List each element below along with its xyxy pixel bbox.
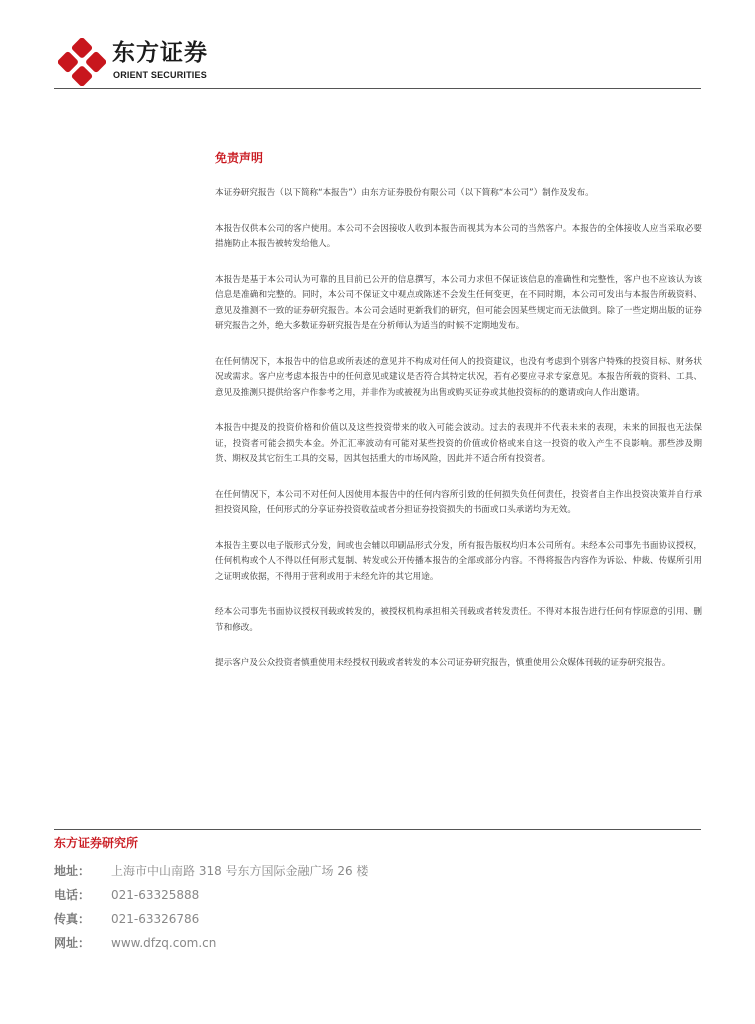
disclaimer-paragraph: 本证券研究报告（以下简称“本报告”）由东方证券股份有限公司（以下简称“本公司”）制作及发布。 [215,188,594,198]
phone-label: 电话： [54,888,91,902]
disclaimer-section [215,150,702,692]
disclaimer-paragraph: 本报告是基于本公司认为可靠的且目前已公开的信息撰写，本公司力求但不保证该信息的准确性和完整性，客户也不应该认为该信息是准确和完整的。同时，本公司不保证文中观点或陈述不会发生任何变更，在不同时期，本公司可发出与本报告所载资料、意见及推测不一致的证券研究报告。本公司会适时更新我们的研究，但可能会因某些规定而无法做到。除了一些定期出版的证券研究报告之外，绝大多数证券研究报告是在分析师认为适当的时候不定期地发布。 [215,274,702,331]
institute-name: 东方证券研究所 [54,836,139,850]
disclaimer-title: 免责声明 [215,151,264,165]
address-row [54,863,368,879]
disclaimer-paragraph: 本报告主要以电子版形式分发，间或也会辅以印刷品形式分发，所有报告版权均归本公司所有。未经本公司事先书面协议授权，任何机构或个人不得以任何形式复制、转发或公开传播本报告的全部或部分内容。不得将报告内容作为诉讼、仲裁、传媒所引用之证明或依据，不得用于营利或用于未经允许的其它用途。 [215,540,702,582]
address-value: 上海市中山南路 318 号东方国际金融广场 26 楼 [111,864,369,878]
disclaimer-paragraph: 在任何情况下，本报告中的信息或所表述的意见并不构成对任何人的投资建议，也没有考虑到个别客户特殊的投资目标、财务状况或需求。客户应考虑本报告中的任何意见或建议是否符合其特定状况，若有必要应寻求专家意见。本报告所载的资料、工具、意见及推测只提供给客户作参考之用，并非作为或被视为出售或购买证券或其他投资标的的邀请或向人作出邀请。 [215,356,702,398]
disclaimer-paragraph: 本报告仅供本公司的客户使用。本公司不会因接收人收到本报告而视其为本公司的当然客户。本报告的全体接收人应当采取必要措施防止本报告被转发给他人。 [215,223,702,249]
fax-value: 021-63326786 [111,912,200,926]
disclaimer-paragraph: 提示客户及公众投资者慎重使用未经授权刊载或者转发的本公司证券研究报告，慎重使用公众媒体刊载的证券研究报告。 [215,658,671,668]
address-label: 地址： [54,864,91,878]
header-divider [54,88,701,89]
phone-value: 021-63325888 [111,888,200,902]
brand-name-en: ORIENT SECURITIES [113,70,207,80]
website-row [54,935,216,951]
website-label: 网址： [54,936,91,950]
website-link[interactable]: www.dfzq.com.cn [111,936,217,950]
orient-securities-logo-icon [58,38,106,86]
disclaimer-paragraph: 经本公司事先书面协议授权刊载或转发的，被授权机构承担相关刊载或者转发责任。不得对本报告进行任何有悖原意的引用、删节和修改。 [215,607,702,633]
brand-name-cn: 东方证券 [112,40,208,66]
phone-row [54,887,199,903]
disclaimer-paragraph: 本报告中提及的投资价格和价值以及这些投资带来的收入可能会波动。过去的表现并不代表未来的表现，未来的回报也无法保证，投资者可能会损失本金。外汇汇率波动有可能对某些投资的价值或价格或来自这一投资的收入产生不良影响。那些涉及期货、期权及其它衍生工具的交易，因其包括重大的市场风险，因此并不适合所有投资者。 [215,423,702,464]
fax-label: 传真： [54,912,91,926]
fax-row [54,911,199,927]
disclaimer-paragraph: 在任何情况下，本公司不对任何人因使用本报告中的任何内容所引致的任何损失负任何责任，投资者自主作出投资决策并自行承担投资风险，任何形式的分享证券投资收益或者分担证券投资损失的书面或口头承诺均为无效。 [215,489,702,515]
footer-divider [54,829,701,830]
